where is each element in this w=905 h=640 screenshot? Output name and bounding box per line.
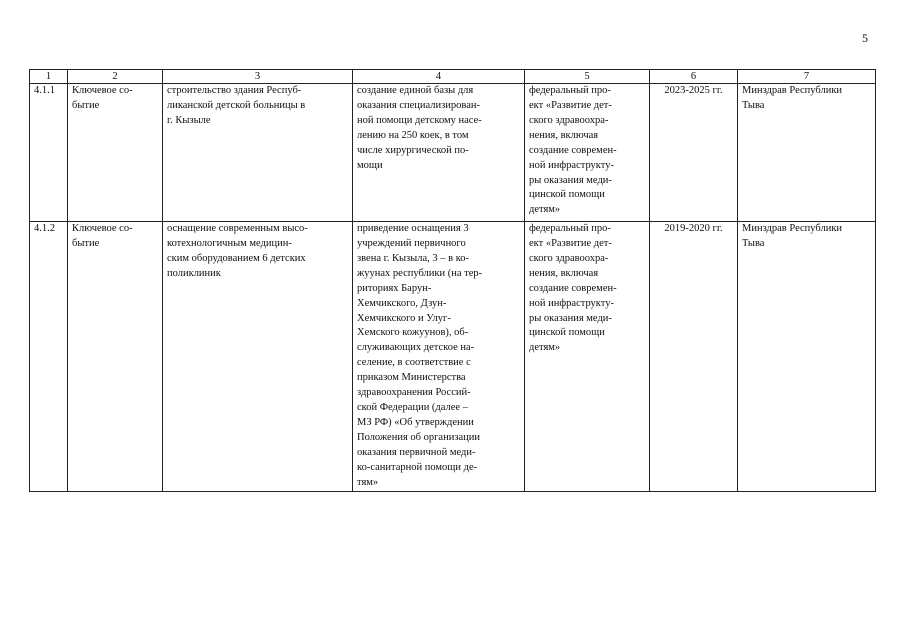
federal-project: федеральный про- ект «Развитие дет- ского здравоохра- нения, включая создание современ- ной инфраструкту- ры оказания меди- цинской помощи детям» [525,222,650,492]
row-number: 4.1.2 [30,222,68,492]
expected-result: создание единой базы для оказания специализирован- ной помощи детскому насе- лению на 250 коек, в том числе хирургической по- мощи [353,84,525,222]
table-row [30,84,876,222]
expected-result: приведение оснащения 3 учреждений первичного звена г. Кызыла, 3 – в ко- жуунах республики (на тер- риториях Барун- Хемчикского, Дзун- Хемчикского и Улуг- Хемского кожуунов), об- служивающих детское на- селение, в соответствие с приказом Министерства здравоохранения Россий- ской Федерации (далее – МЗ РФ) «Об утверждении Положения об организации оказания первичной меди- ко-санитарной помощи де- тям» [353,222,525,492]
responsible-body: Минздрав Республики Тыва [738,222,876,492]
header-row [30,70,876,84]
implementation-period: 2019-2020 гг. [650,222,738,492]
measures-table [29,69,876,492]
table-row [30,222,876,492]
federal-project: федеральный про- ект «Развитие дет- ского здравоохра- нения, включая создание современ- ной инфраструкту- ры оказания меди- цинской помощи детям» [525,84,650,222]
column-header: 1 [30,70,68,84]
column-header: 5 [525,70,650,84]
responsible-body: Минздрав Республики Тыва [738,84,876,222]
action-description: оснащение современным высо- котехнологичным медицин- ским оборудованием 6 детских поликлиник [163,222,353,492]
implementation-period: 2023-2025 гг. [650,84,738,222]
row-number: 4.1.1 [30,84,68,222]
column-header: 7 [738,70,876,84]
event-type: Ключевое со- бытие [68,84,163,222]
column-header: 4 [353,70,525,84]
column-header: 3 [163,70,353,84]
column-header: 2 [68,70,163,84]
event-type: Ключевое со- бытие [68,222,163,492]
action-description: строительство здания Респуб- ликанской детской больницы в г. Кызыле [163,84,353,222]
column-header: 6 [650,70,738,84]
page-number: 5 [862,31,868,45]
